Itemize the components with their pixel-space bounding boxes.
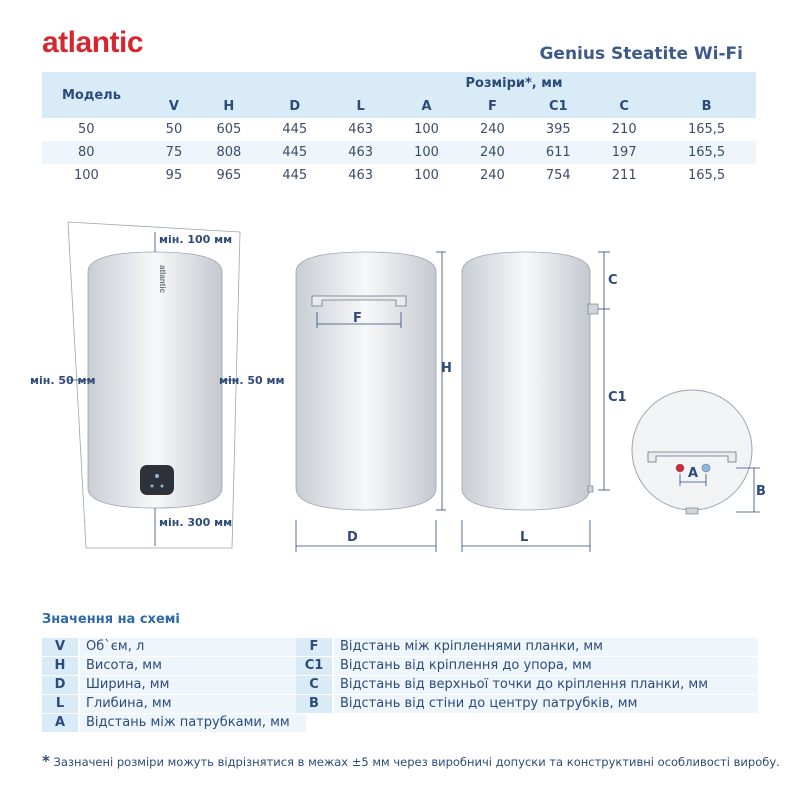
legend-key: C1: [296, 657, 332, 675]
min-top-label: мін. 100 мм: [159, 233, 233, 246]
table-cell: 165,5: [657, 141, 756, 164]
min-bottom-label: мін. 300 мм: [159, 516, 233, 529]
table-cell: 965: [216, 168, 242, 183]
min-right-label: мін. 50 мм: [219, 374, 285, 387]
table-cell: 211: [611, 168, 637, 183]
min-left-label: мін. 50 мм: [30, 374, 96, 387]
dim-a-label: A: [688, 466, 699, 481]
legend-key: B: [296, 695, 332, 713]
legend-key: D: [42, 676, 78, 694]
model-cell: 50: [78, 122, 95, 137]
legend-key: V: [42, 638, 78, 656]
legend-key: F: [296, 638, 332, 656]
legend-key: C: [296, 676, 332, 694]
legend-key: A: [42, 714, 78, 732]
dim-b-label: B: [756, 484, 766, 499]
dim-l-label: L: [520, 530, 529, 545]
product-title: Genius Steatite Wi-Fi: [539, 44, 743, 64]
atlantic-logo: atlantic: [42, 26, 144, 59]
column-header: F: [459, 95, 525, 118]
sizes-header: Розміри*, мм: [152, 72, 756, 95]
table-cell: 165,5: [687, 168, 726, 183]
column-header: C: [591, 95, 657, 118]
side-view: [296, 252, 446, 552]
table-cell: 463: [348, 122, 374, 137]
footnote: [42, 752, 780, 770]
legend-text: Відстань від кріплення до упора, мм: [334, 657, 758, 675]
table-cell: 100: [414, 168, 439, 183]
table-cell: 240: [459, 141, 525, 164]
table-cell: 605: [216, 122, 242, 137]
front-view: [88, 252, 222, 508]
table-cell: 50: [165, 122, 183, 137]
legend-text: Відстань від верхньої точки до кріплення планки, мм: [334, 676, 758, 694]
table-cell: 395: [545, 122, 571, 137]
model-cell: 80: [42, 141, 152, 164]
depth-view: [462, 252, 610, 552]
table-cell: 210: [611, 122, 637, 137]
table-cell: 240: [480, 168, 505, 183]
footnote-text: Зазначені розміри можуть відрізнятися в межах ±5 мм через виробничі допуски та конструктивні особливості виробу.: [53, 755, 780, 769]
dim-h-label: H: [441, 361, 452, 376]
legend-key: H: [42, 657, 78, 675]
table-cell: 100: [414, 122, 439, 137]
table-cell: 75: [152, 141, 196, 164]
legend-text: Ширина, мм: [80, 676, 306, 694]
legend-key: L: [42, 695, 78, 713]
table-cell: 445: [282, 122, 308, 137]
bottom-view: [632, 390, 760, 514]
table-cell: 165,5: [687, 122, 726, 137]
table-cell: 100: [394, 141, 460, 164]
table-cell: 463: [348, 168, 374, 183]
column-header: V: [152, 95, 196, 118]
legend-text: Відстань між кріпленнями планки, мм: [334, 638, 758, 656]
dim-d-label: D: [347, 530, 358, 545]
legend-text: Глибина, мм: [80, 695, 306, 713]
model-cell: 100: [74, 168, 99, 183]
column-header: D: [262, 95, 328, 118]
model-header: Модель: [42, 72, 152, 118]
table-cell: 95: [165, 168, 183, 183]
legend-text: Відстань між патрубками, мм: [80, 714, 306, 732]
table-cell: 240: [480, 122, 505, 137]
column-header: A: [394, 95, 460, 118]
column-header: C1: [525, 95, 591, 118]
control-panel: [140, 465, 174, 495]
dim-c1-label: C1: [608, 390, 627, 405]
table-cell: 808: [196, 141, 262, 164]
table-cell: 445: [282, 168, 308, 183]
legend-text: Об`єм, л: [80, 638, 306, 656]
legend-title: Значення на схемі: [42, 612, 180, 627]
legend-text: Висота, мм: [80, 657, 306, 675]
table-cell: 463: [328, 141, 394, 164]
dim-c-label: C: [608, 273, 618, 288]
column-header: L: [328, 95, 394, 118]
footnote-star: *: [42, 752, 50, 770]
legend-text: Відстань від стіни до центру патрубків, мм: [334, 695, 758, 713]
column-header: H: [196, 95, 262, 118]
device-logo: atlantic: [158, 265, 167, 294]
table-cell: 754: [545, 168, 571, 183]
table-cell: 445: [262, 141, 328, 164]
table-cell: 611: [525, 141, 591, 164]
dim-f-label: F: [353, 311, 362, 326]
table-cell: 197: [591, 141, 657, 164]
column-header: B: [657, 95, 756, 118]
